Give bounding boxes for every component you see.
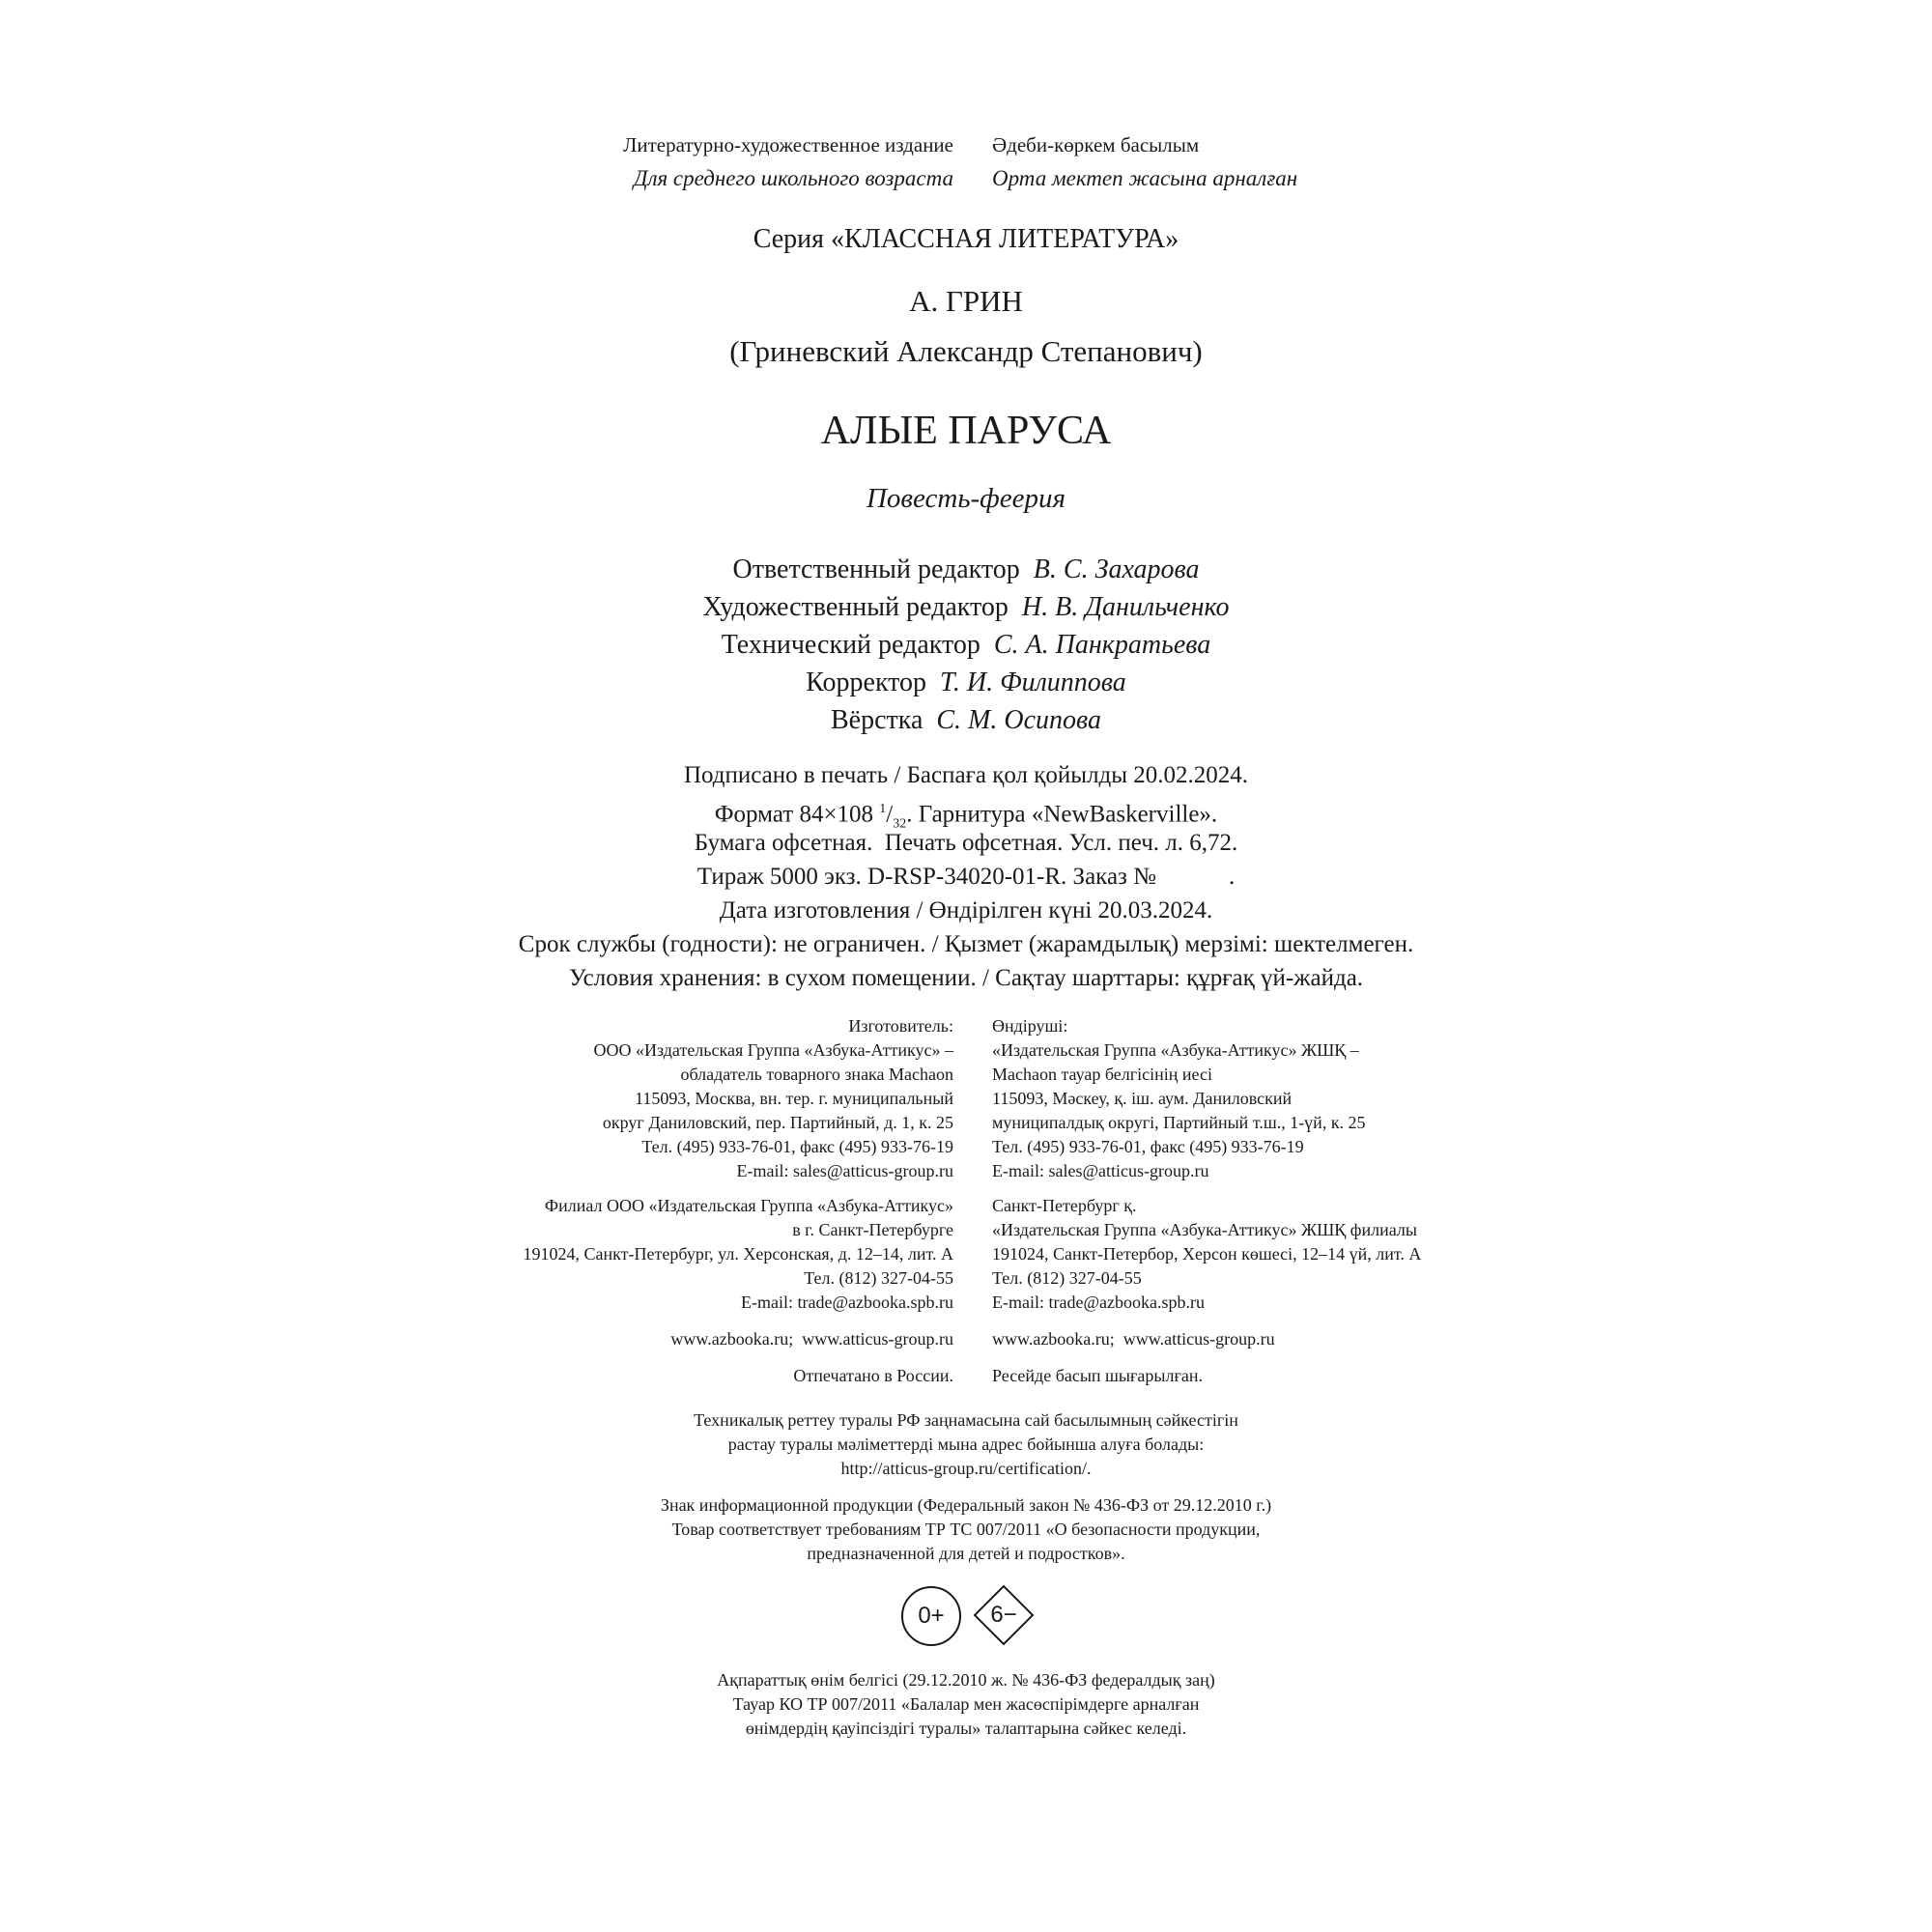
manufacturer-ru-line: Изготовитель: [848,1016,953,1036]
paper-line: Бумага офсетная. Печать офсетная. Усл. печ. л. 6,72. [694,830,1238,856]
production-date: Дата изготовления / Өндірілген күні 20.03.2024. [719,897,1213,923]
staff-role: Корректор [806,668,927,697]
author-full-name: (Гриневский Александр Степанович) [729,334,1203,368]
staff-role: Технический редактор [721,630,980,660]
series-line: Серия «КЛАССНАЯ ЛИТЕРАТУРА» [753,224,1179,254]
manufacturer-kz [992,1014,1366,1183]
manufacturer-kz-line: Өндіруші: [992,1016,1068,1036]
websites-ru: www.azbooka.ru; www.atticus-group.ru [670,1329,953,1349]
age-kz: Орта мектеп жасына арналған [992,166,1298,190]
info-sign-kz-line: Тауар КО ТР 007/2011 «Балалар мен жасөспірімдерге арналған [732,1694,1200,1714]
shelf-life: Срок службы (годности): не ограничен. / Қызмет (жарамдылық) мерзімі: шектелмеген. [518,931,1414,957]
age-rating-badges [901,1584,1046,1646]
manufacturer-ru-email: E-mail: sales@atticus-group.ru [736,1161,953,1180]
info-sign-kz-block [0,1668,1932,1741]
edition-kz: Әдеби-көркем басылым [992,133,1200,156]
age-circle-badge: 0+ [901,1586,961,1646]
staff-role: Художественный редактор [702,592,1009,622]
info-sign-kz-line: Ақпараттық өнім белгісі (29.12.2010 ж. № 436-ФЗ федералдық заң) [717,1670,1215,1690]
certification-line: Техникалық реттеу туралы РФ заңнамасына сай басылымның сәйкестігін [694,1410,1238,1430]
branch-ru-line: 191024, Санкт-Петербург, ул. Херсонская, д. 12–14, лит. А [523,1244,953,1264]
manufacturer-ru [593,1014,953,1183]
edition-ru: Литературно-художественное издание [623,133,953,156]
branch-ru [524,1194,953,1315]
branch-ru-line: Филиал ООО «Издательская Группа «Азбука-Аттикус» [544,1196,953,1215]
run-line: Тираж 5000 экз. D-RSP-34020-01-R. Заказ № . [696,864,1236,890]
age-diamond-label: 6− [990,1602,1017,1628]
staff-name: Н. В. Данильченко [1021,592,1230,622]
info-sign-ru-line: предназначенной для детей и подростков». [807,1544,1125,1563]
branch-ru-line: в г. Санкт-Петербурге [792,1220,953,1239]
format-numerator: 1 [879,802,887,816]
manufacturer-kz-line: Machaon тауар белгісінің иесі [992,1065,1212,1084]
age-ru: Для среднего школьного возраста [633,166,953,190]
manufacturer-ru-line: обладатель товарного знака Machaon [680,1065,953,1084]
printed-in-kz: Ресейде басып шығарылған. [992,1366,1203,1385]
manufacturer-kz-line: «Издательская Группа «Азбука-Аттикус» ЖШҚ – [992,1040,1359,1060]
genre: Повесть-феерия [866,483,1065,514]
manufacturer-ru-line: ООО «Издательская Группа «Азбука-Аттикус» – [593,1040,953,1060]
author: А. ГРИН [909,284,1023,318]
info-sign-kz-line: өнімдердің қауіпсіздігі туралы» талаптарына сәйкес келеді. [745,1719,1187,1738]
manufacturer-kz-line: 115093, Мәскеу, қ. іш. аум. Даниловский [992,1089,1293,1108]
staff-name: В. С. Захарова [1033,554,1200,584]
staff-row [0,551,1932,588]
staff-role: Ответственный редактор [732,554,1020,584]
format-suffix: . Гарнитура «NewBaskerville». [906,801,1218,828]
signed-to-print: Подписано в печать / Баспаға қол қойылды 20.02.2024. [683,762,1249,788]
manufacturer-ru-line: 115093, Москва, вн. тер. г. муниципальный [635,1089,953,1108]
storage-conditions: Условия хранения: в сухом помещении. / Сақтау шарттары: құрғақ үй-жайда. [568,965,1364,991]
age-diamond-badge [973,1584,1035,1646]
staff-name: Т. И. Филиппова [940,668,1126,697]
branch-ru-email: E-mail: trade@azbooka.spb.ru [741,1293,953,1312]
book-title: АЛЫЕ ПАРУСА [820,409,1112,453]
info-sign-ru-line: Товар соответствует требованиям ТР ТС 007/2011 «О безопасности продукции, [671,1520,1261,1539]
certification-url: http://atticus-group.ru/certification/. [840,1459,1092,1478]
staff-row [0,664,1932,701]
branch-ru-line: Тел. (812) 327-04-55 [804,1268,953,1288]
staff-name: С. А. Панкратьева [993,630,1211,660]
branch-kz-line: «Издательская Группа «Азбука-Аттикус» ЖШҚ филиалы [992,1220,1417,1239]
certification-line: растау туралы мәліметтерді мына адрес бойынша алуға болады: [727,1435,1205,1454]
manufacturer-kz-line: Тел. (495) 933-76-01, факс (495) 933-76-19 [992,1137,1304,1156]
printed-in-ru: Отпечатано в России. [793,1366,953,1385]
websites-kz: www.azbooka.ru; www.atticus-group.ru [992,1329,1275,1349]
format-denominator: 32 [893,816,907,832]
branch-kz-email: E-mail: trade@azbooka.spb.ru [992,1293,1205,1312]
certification-block [0,1408,1932,1481]
branch-kz-line: 191024, Санкт-Петербор, Херсон көшесі, 12–14 үй, лит. А [992,1244,1422,1264]
staff-row [0,588,1932,626]
branch-kz-line: Тел. (812) 327-04-55 [992,1268,1142,1288]
manufacturer-ru-line: округ Даниловский, пер. Партийный, д. 1, к. 25 [602,1113,953,1132]
branch-kz [992,1194,1421,1315]
info-sign-ru-line: Знак информационной продукции (Федеральный закон № 436-ФЗ от 29.12.2010 г.) [660,1495,1272,1515]
staff-name: С. М. Осипова [936,705,1101,735]
manufacturer-kz-line: муниципалдық округі, Партийный т.ш., 1-үй, к. 25 [992,1113,1366,1132]
info-sign-ru-block [0,1493,1932,1566]
manufacturer-kz-email: E-mail: sales@atticus-group.ru [992,1161,1209,1180]
staff-row [0,701,1932,739]
manufacturer-ru-line: Тел. (495) 933-76-01, факс (495) 933-76-19 [641,1137,953,1156]
staff-role: Вёрстка [831,705,923,735]
branch-kz-line: Санкт-Петербург қ. [992,1196,1137,1215]
format-prefix: Формат 84×108 [714,801,874,828]
staff-row [0,626,1932,664]
format-line: Формат 84×108 $^1/_{32}$. Гарнитура «NewBaskerville». [714,801,1218,832]
